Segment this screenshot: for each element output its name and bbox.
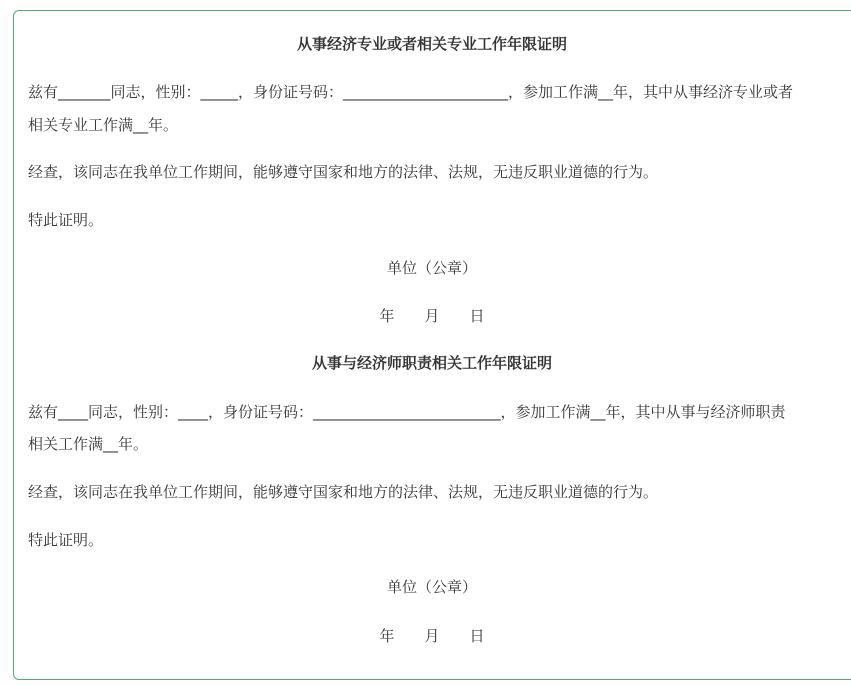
section2-unit-seal: 单位（公章） [386,578,477,596]
section1-unit-seal: 单位（公章） [386,259,477,277]
section2-line2: 相关工作满__年。 [28,435,149,453]
section1-paragraph-certify: 特此证明。 [28,211,104,229]
section2-title: 从事与经济师职责相关工作年限证明 [311,354,552,372]
section2-paragraph-certify: 特此证明。 [28,531,104,549]
section2-date: 年 月 日 [379,627,485,645]
section1-date: 年 月 日 [379,307,485,325]
section1-line1: 兹有_______同志，性别：_____，身份证号码：______________________，参加工作满__年，其中从事经济专业或者 [28,83,794,101]
section1-paragraph-verification: 经查，该同志在我单位工作期间，能够遵守国家和地方的法律、法规，无违反职业道德的行为。 [28,163,659,181]
section2-line1: 兹有____同志，性别：____，身份证号码：_________________________，参加工作满__年，其中从事与经济师职责 [28,403,786,421]
section1-line2: 相关专业工作满__年。 [28,116,179,134]
section2-paragraph-verification: 经查，该同志在我单位工作期间，能够遵守国家和地方的法律、法规，无违反职业道德的行为。 [28,483,659,501]
section1-title: 从事经济专业或者相关专业工作年限证明 [296,35,567,53]
